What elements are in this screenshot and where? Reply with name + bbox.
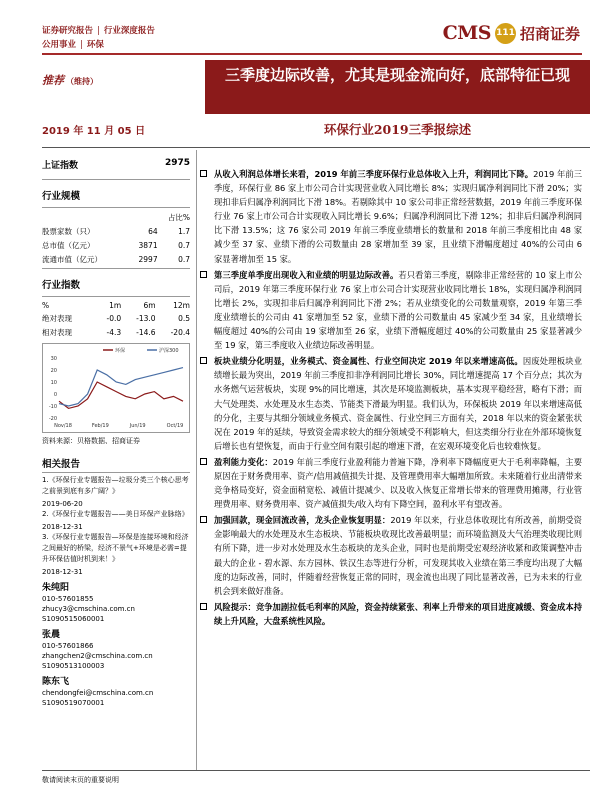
table-cell: 2997 — [138, 254, 158, 264]
related-report-item — [42, 509, 190, 532]
analyst-card — [42, 630, 190, 671]
checkbox-bullet-icon — [200, 271, 207, 278]
paragraph-lead: 第三季度单季度出现收入和业绩的明显边际改善。 — [214, 269, 399, 280]
sidebar-divider — [42, 268, 190, 269]
body-paragraph — [200, 455, 582, 511]
table-cell: 流通市值（亿元） — [42, 254, 102, 264]
footer-note: 敬请阅读末页的重要说明 — [42, 776, 119, 784]
table-cell: 3871 — [138, 240, 158, 250]
analyst-name: 张晨 — [42, 630, 61, 640]
paragraph-text: 2019 年以来，行业总体收现比有所改善，前期受资金影响最大的水处理及水生态板块、节能板块收现比改善最明显；而环境监测及大气治理类收现比则有所下降，进一步对水处理及水生态板块的龙头企业，同时也是前期受宏观经济收紧和政策调整冲击最大的企业 - 碧水源、东方园林、铁汉生态等进行分析，可发现其收入业绩在第三季度均出现了大幅度的边际改善，同时，伴随着经营恢复正常的同时，现金流也出现了同比显著改善，已为未来的行业机会到来做好准备。 — [214, 515, 582, 596]
analyst-id: S1090519070001 — [42, 699, 105, 707]
logo-mark-icon: 111 — [495, 23, 516, 44]
sidebar-divider — [42, 296, 190, 297]
x-tick-label: Jun/19 — [129, 423, 146, 429]
y-tick-label: 30 — [50, 356, 57, 362]
table-row — [42, 252, 190, 266]
related-report-text: 3.《环保行业专题报告—环保是连接环境和经济之间最好的桥梁，经济不景气+环境是必需=提升环保估值时机到来！》 — [42, 533, 189, 563]
table-header: % — [42, 300, 50, 310]
paragraph-lead: 风险提示：竞争加剧拉低毛利率的风险，资金持续紧张、利率上升带来的项目进度减缓、资金成本持续上升风险，大盘系统性风险。 — [214, 601, 582, 626]
checkbox-bullet-icon — [200, 516, 207, 523]
logo-cn-text: 招商证券 — [519, 24, 580, 43]
tag-separator: | — [97, 26, 100, 36]
paragraph-lead: 加强回款，现金回流改善，龙头企业恢复明显： — [214, 515, 391, 526]
table-cell: -14.6 — [136, 327, 156, 337]
x-tick-label: Feb/19 — [91, 423, 109, 429]
rating-sub: （维持） — [66, 77, 98, 86]
sidebar-divider — [42, 179, 190, 180]
table-cell: 绝对表现 — [42, 313, 72, 323]
analyst-id: S1090515060001 — [42, 615, 105, 623]
sidebar-divider — [42, 207, 190, 208]
related-report-date: 2018-12-31 — [42, 568, 83, 576]
table-cell: 0.7 — [178, 240, 190, 250]
related-reports-title: 相关报告 — [42, 459, 81, 470]
checkbox-bullet-icon — [200, 458, 207, 465]
checkbox-bullet-icon — [200, 357, 207, 364]
analyst-email: zhucy3@cmschina.com.cn — [42, 605, 135, 613]
x-tick-label: Nov/18 — [54, 423, 72, 429]
risk-paragraph — [200, 600, 582, 628]
table-row — [42, 311, 190, 325]
y-tick-label: 20 — [50, 368, 57, 374]
table-cell: 相对表现 — [42, 327, 72, 337]
main-body — [200, 167, 582, 630]
related-report-item — [42, 532, 190, 577]
related-report-date: 2019-06-20 — [42, 500, 83, 508]
header-divider — [42, 53, 582, 55]
paragraph-lead: 从收入利润总体增长来看，2019 年前三季度环保行业总体收入上升，利润同比下降。 — [214, 169, 534, 179]
analyst-email: zhangchen2@cmschina.com.cn — [42, 652, 153, 660]
paragraph-text: 若只看第三季度，剔除非正常经营的 10 家上市公司后，2019 年第三季度环保行业 76 家上市公司合计实现营业收同比增长 18%，实现归属净利润同比增长 2%，实现扣非后归属净利润同比下滑 2%；若从业绩变化的公司数量观察，2019 年第三季度业绩增长的公司由 41 家增加至 52 家，业绩下滑的公司数量由 45 家减少至 34 家，且业绩增长幅度超过 40%的公司由 19 家增加至 26 家，业绩下滑幅度超过 40%的公司数量由 25 家显著减少至 19 家，第三季度收入业绩边际改善明显。 — [214, 269, 582, 351]
paragraph-text: 2019 年前三季度行业盈利能力普遍下降，净利率下降幅度更大于毛利率降幅，主要原因在于财务费用率、资产/信用减值损失计提、及管理费用率大幅增加所致。未来随着行业出清带来竞争格局变好，资金面稍宽松、减值计提减少、以及收入恢复正常增长带来的管理费用摊薄，行业管理费用率、财务费用率、资产减值损失/收入均有下降空间，盈利水平有望改善。 — [214, 456, 582, 510]
series-line-1 — [59, 382, 183, 408]
table-header: 6m — [143, 300, 156, 310]
series-line-2 — [59, 368, 183, 406]
checkbox-bullet-icon — [200, 170, 207, 177]
report-title: 三季度边际改善，尤其是现金流向好，底部特征已现 — [205, 60, 590, 114]
paragraph-text: 2019 年前三季度，环保行业 86 家上市公司合计实现营业收入同比增长 8%；实现归属净利润同比下滑 20%；实现扣非后归属净利润同比下滑 18%。若剔除其中 10 家公司非正常经营数据，2019 年前三季度环保行业 76 家上市公司合计实现收入同比增长 9.6%；归属净利润同比下滑 12%；扣非后归属净利润同比下滑 13.5%；这 76 家公司 2019 年前三季度业绩增长的数量和 2018 年前三季度相比由 48 家减少至 37 家、业绩下滑的公司数量由 28 家增加至 39 家，且业绩下滑幅度超过 40%的公司由 6 家显著增加至 15 家。 — [214, 169, 582, 264]
table-row — [42, 238, 190, 252]
sidebar — [42, 153, 190, 708]
industry-index-title: 行业指数 — [42, 280, 81, 291]
paragraph-lead: 盈利能力变化： — [214, 456, 273, 467]
related-report-text: 2.《环保行业专题报告——美日环保产业脉络》 — [42, 510, 189, 518]
index-chart — [42, 343, 190, 433]
index-label: 上证指数 — [42, 161, 79, 171]
table-cell: 股票家数（只） — [42, 226, 95, 236]
table-cell: 总市值（亿元） — [42, 240, 95, 250]
tag-research-report: 证券研究报告 — [42, 26, 94, 36]
body-paragraph — [200, 167, 582, 266]
table-cell: -4.3 — [106, 327, 122, 337]
body-paragraph — [200, 513, 582, 598]
body-paragraph — [200, 354, 582, 453]
table-header: 1m — [109, 300, 122, 310]
sidebar-divider — [42, 472, 190, 473]
footer-divider — [42, 770, 590, 771]
column-divider — [196, 150, 197, 770]
table-header: 12m — [173, 300, 190, 310]
table-cell: -0.0 — [106, 313, 122, 323]
chart-source: 资料来源：贝格数据、招商证券 — [42, 437, 140, 445]
x-tick-label: Oct/19 — [166, 423, 184, 429]
related-report-text: 1.《环保行业专题报告—垃圾分类三个核心思考之前景到底有多广阔？》 — [42, 476, 189, 495]
table-row — [42, 325, 190, 339]
paragraph-text: 因废处理板块业绩增长最为突出，2019 年前三季度扣非净利润同比增长 30%，同比增速提高 17 个百分点；其次为水务燃气运营板块，实现 9%的同比增速，其次是环境监测板块，基本实现平稳经营，略有下滑；而大气处理类、水处理及水生态类、节能类下滑最为明显。我们认为，环保板块 2019 年以来增速高低的分化，主要与其细分领域业务模式、资金属性、行业空间三方面有关，2018 年以来的资金紧张状况在 2019 年的延续，导致资金需求较大的细分领域受不利影响大，但这类细分行业在外部环境恢复后增长也有望恢复，而由于行业空间有限引起的增速下滑，在宏观环境变化后也较难恢复。 — [214, 356, 582, 451]
tag-separator: | — [80, 40, 83, 50]
table-row — [42, 224, 190, 238]
analyst-phone: 010-57601866 — [42, 642, 94, 650]
performance-table — [42, 299, 190, 339]
table-cell: -20.4 — [170, 327, 190, 337]
industry-scale-title: 行业规模 — [42, 191, 81, 202]
y-tick-label: 0 — [53, 392, 57, 398]
table-cell: 0.7 — [178, 254, 190, 264]
y-tick-label: 10 — [50, 380, 57, 386]
rating — [42, 72, 98, 88]
legend-label: 环保 — [115, 348, 126, 354]
index-chart-svg — [43, 344, 189, 432]
table-header: 占比% — [167, 212, 190, 222]
report-date: 2019 年 11 月 05 日 — [42, 126, 146, 137]
analyst-phone: 010-57601855 — [42, 595, 94, 603]
analyst-name: 陈东飞 — [42, 677, 70, 687]
table-header-row — [42, 210, 190, 224]
report-subtitle: 环保行业2019三季报综述 — [323, 122, 472, 137]
y-tick-label: -20 — [48, 416, 57, 422]
table-cell: -13.0 — [136, 313, 156, 323]
table-cell: 0.5 — [178, 313, 190, 323]
rating-label: 推荐 — [42, 74, 64, 87]
body-paragraph — [200, 268, 582, 353]
analyst-card — [42, 677, 190, 708]
logo-cms-text: CMS — [442, 22, 491, 44]
checkbox-bullet-icon — [200, 603, 207, 610]
table-header-row — [42, 299, 190, 311]
industry-scale-table — [42, 210, 190, 266]
index-row — [42, 153, 190, 177]
related-report-item — [42, 475, 190, 509]
title-divider — [42, 147, 590, 148]
related-report-date: 2018-12-31 — [42, 523, 83, 531]
analyst-id: S1090513100003 — [42, 662, 105, 670]
analyst-card — [42, 583, 190, 624]
tag-sector: 公用事业 — [42, 40, 77, 50]
paragraph-lead: 板块业绩分化明显，业务模式、资金属性、行业空间决定 2019 年以来增速高低。 — [214, 356, 523, 367]
table-cell: 64 — [148, 226, 158, 236]
table-cell: 1.7 — [178, 226, 190, 236]
company-logo — [443, 22, 580, 44]
legend-label: 沪深300 — [159, 348, 179, 354]
header-tags — [42, 24, 155, 52]
tag-subsector: 环保 — [86, 40, 104, 50]
analyst-email: chendongfei@cmschina.com.cn — [42, 689, 154, 697]
y-tick-label: -10 — [48, 404, 57, 410]
analyst-name: 朱纯阳 — [42, 583, 70, 593]
tag-industry-report: 行业深度报告 — [103, 26, 155, 36]
index-value: 2975 — [164, 158, 190, 168]
